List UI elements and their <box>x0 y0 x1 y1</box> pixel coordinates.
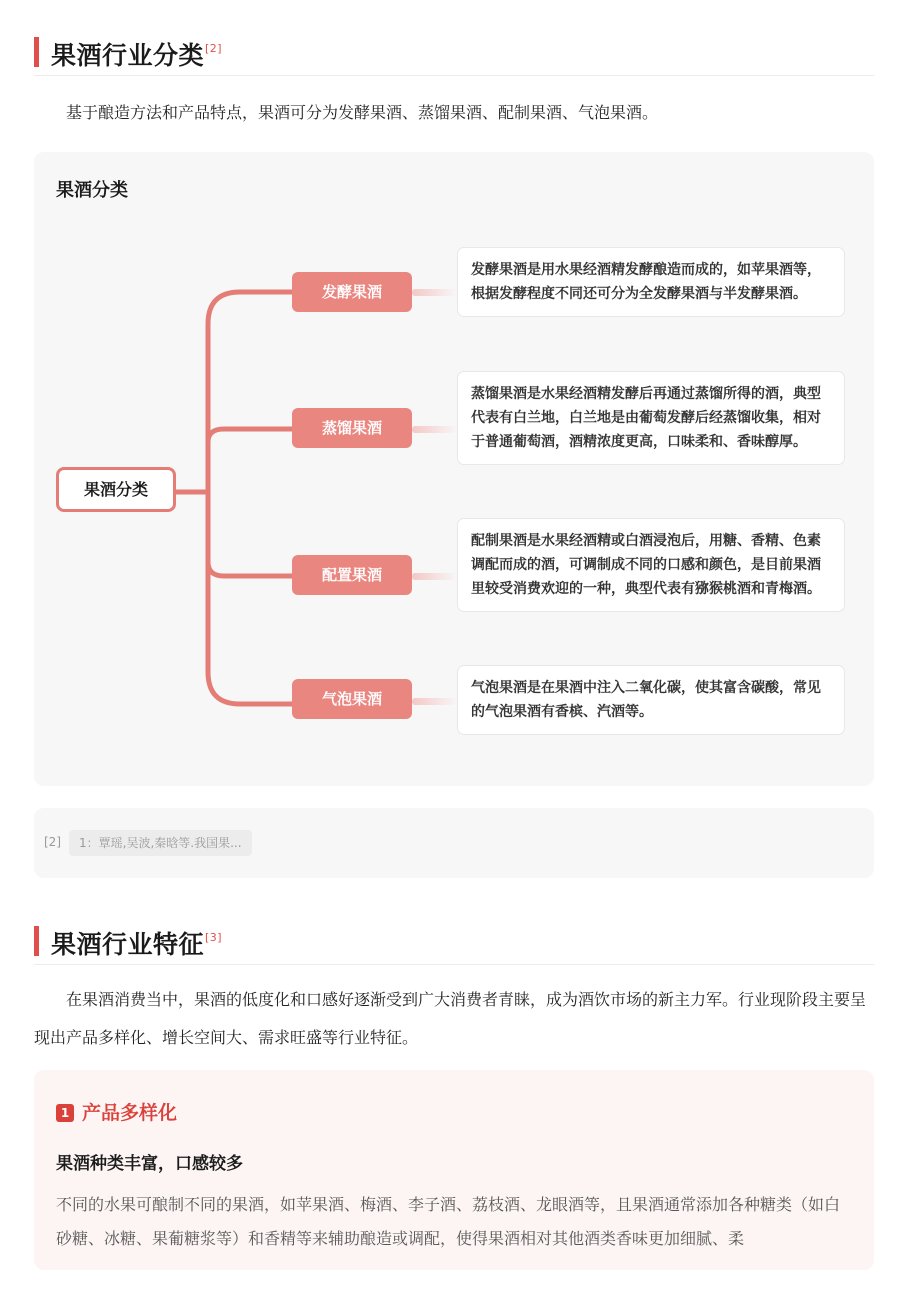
branch-node-sparkling: 气泡果酒 <box>292 679 412 719</box>
feature-subtitle: 果酒种类丰富，口感较多 <box>56 1154 243 1174</box>
desc-box-sparkling: 气泡果酒是在果酒中注入二氧化碳，使其富含碳酸，常见的气泡果酒有香槟、汽酒等。 <box>457 665 845 735</box>
section-header-features <box>34 899 874 965</box>
section-accent-bar <box>34 37 39 67</box>
reference-link[interactable]: 1：覃瑶,吴波,秦晗等.我国果... <box>69 830 252 856</box>
citation-link[interactable]: [3] <box>205 931 223 944</box>
desc-link-3 <box>412 573 457 580</box>
branch-node-blended: 配置果酒 <box>292 555 412 595</box>
feature-heading: 1 产品多样化 <box>56 1098 177 1125</box>
desc-link-2 <box>412 426 457 433</box>
mindmap-title: 果酒分类 <box>56 180 128 201</box>
branch-connector-3 <box>208 562 292 576</box>
section-accent-bar <box>34 926 39 956</box>
feature-card <box>34 1070 874 1270</box>
desc-link-1 <box>412 289 457 296</box>
number-badge: 1 <box>56 1104 74 1122</box>
reference-card <box>34 808 874 878</box>
desc-box-blended: 配制果酒是水果经酒精或白酒浸泡后，用糖、香精、色素调配而成的酒，可调制成不同的口感和颜色，是目前果酒里较受消费欢迎的一种，典型代表有猕猴桃酒和青梅酒。 <box>457 518 845 612</box>
branch-node-distilled: 蒸馏果酒 <box>292 408 412 448</box>
mindmap-root-node: 果酒分类 <box>56 467 176 512</box>
branch-connector-2 <box>208 429 292 442</box>
desc-link-4 <box>412 698 457 705</box>
section-title: 果酒行业特征[3] <box>51 930 223 959</box>
trunk-connector <box>208 292 292 704</box>
mindmap-card <box>34 152 874 786</box>
section-intro: 在果酒消费当中，果酒的低度化和口感好逐渐受到广大消费者青睐，成为酒饮市场的新主力军。行业现阶段主要呈现出产品多样化、增长空间大、需求旺盛等行业特征。 <box>34 990 867 1047</box>
feature-body: 不同的水果可酿制不同的果酒，如苹果酒、梅酒、李子酒、荔枝酒、龙眼酒等，且果酒通常添加各种糖类（如白砂糖、冰糖、果葡糖浆等）和香精等来辅助酿造或调配，使得果酒相对其他酒类香味更加细腻、柔 <box>56 1195 841 1248</box>
desc-box-fermented: 发酵果酒是用水果经酒精发酵酿造而成的，如苹果酒等，根据发酵程度不同还可分为全发酵果酒与半发酵果酒。 <box>457 247 845 317</box>
section-title: 果酒行业分类[2] <box>51 41 223 70</box>
branch-node-fermented: 发酵果酒 <box>292 272 412 312</box>
desc-box-distilled: 蒸馏果酒是水果经酒精发酵后再通过蒸馏所得的酒，典型代表有白兰地，白兰地是由葡萄发酵后经蒸馏收集，相对于普通葡萄酒，酒精浓度更高，口味柔和、香味醇厚。 <box>457 371 845 465</box>
reference-number: [2] <box>44 835 61 849</box>
section-header-classification <box>34 10 874 76</box>
citation-link[interactable]: [2] <box>205 42 223 55</box>
section-intro: 基于酿造方法和产品特点，果酒可分为发酵果酒、蒸馏果酒、配制果酒、气泡果酒。 <box>66 103 659 122</box>
